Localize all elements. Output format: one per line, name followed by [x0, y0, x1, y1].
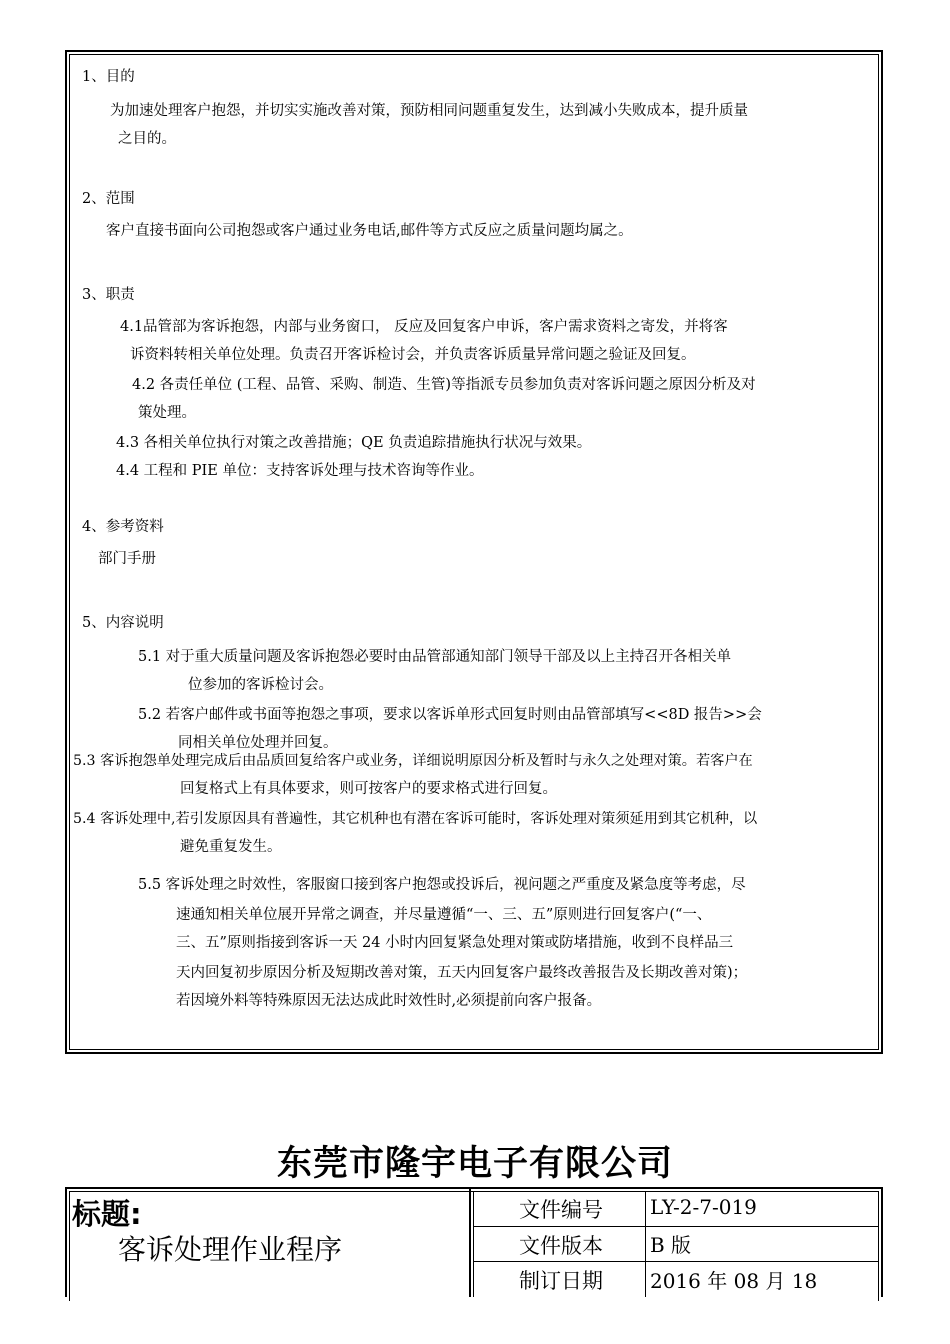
content-line: 5.3 客诉抱怨单处理完成后由品质回复给客户或业务，详细说明原因分析及暂时与永久之处理对策。若客户在	[73, 753, 753, 769]
content-line: 避免重复发生。	[180, 839, 282, 855]
references-line: 部门手册	[98, 551, 156, 567]
content-line: 5.4 客诉处理中,若引发原因具有普遍性，其它机种也有潜在客诉可能时，客诉处理对策须延用到其它机种，以	[73, 811, 758, 827]
duties-line: 4.2 各责任单位 (工程、品管、采购、制造、生管)等指派专员参加负责对客诉问题之原因分析及对	[132, 377, 756, 393]
content-line: 速通知相关单位展开异常之调查，并尽量遵循“一、三、五”原则进行回复客户(“一、	[176, 907, 712, 923]
content-frame-inner	[69, 54, 879, 1050]
section-heading-references: 4、参考资料	[82, 519, 164, 535]
doc-version-value: B 版	[650, 1233, 692, 1257]
doc-number-label: 文件编号	[519, 1198, 603, 1222]
doc-version-label: 文件版本	[519, 1234, 603, 1258]
content-line: 回复格式上有具体要求，则可按客户的要求格式进行回复。	[180, 781, 557, 797]
issue-date-label: 制订日期	[519, 1269, 603, 1293]
duties-line: 4.4 工程和 PIE 单位：支持客诉处理与技术咨询等作业。	[116, 463, 484, 479]
header-divider-value	[645, 1191, 646, 1297]
duties-line: 策处理。	[138, 405, 196, 421]
title-label: 标题:	[72, 1197, 142, 1231]
content-line: 三、五”原则指接到客诉一天 24 小时内回复紧急处理对策或防堵措施，收到不良样品三	[176, 935, 734, 951]
scope-line: 客户直接书面向公司抱怨或客户通过业务电话,邮件等方式反应之质量问题均属之。	[106, 223, 633, 239]
header-divider-title	[469, 1189, 471, 1297]
content-line: 5.2 若客户邮件或书面等抱怨之事项，要求以客诉单形式回复时则由品管部填写<<8D 报告>>会	[138, 707, 762, 723]
header-row-divider	[473, 1226, 879, 1227]
duties-line: 4.3 各相关单位执行对策之改善措施；QE 负责追踪措施执行状况与效果。	[116, 435, 592, 451]
content-line: 天内回复初步原因分析及短期改善对策，五天内回复客户最终改善报告及长期改善对策)；	[176, 965, 748, 981]
header-divider-title-inner	[473, 1191, 474, 1297]
section-heading-purpose: 1、目的	[82, 69, 135, 85]
content-line: 同相关单位处理并回复。	[178, 735, 338, 751]
purpose-line: 之目的。	[118, 131, 176, 147]
duties-line: 4.1品管部为客诉抱怨，内部与业务窗口， 反应及回复客户申诉，客户需求资料之寄发，并将客	[120, 319, 728, 335]
content-line: 5.1 对于重大质量问题及客诉抱怨必要时由品管部通知部门领导干部及以上主持召开各相关单	[138, 649, 732, 665]
content-line: 位参加的客诉检讨会。	[188, 677, 333, 693]
doc-number-value: LY-2-7-019	[650, 1195, 757, 1219]
header-row-divider	[473, 1261, 879, 1262]
duties-line: 诉资料转相关单位处理。负责召开客诉检讨会，并负责客诉质量异常问题之验证及回复。	[130, 347, 696, 363]
content-line: 若因境外料等特殊原因无法达成此时效性时,必须提前向客户报备。	[176, 993, 602, 1009]
section-heading-scope: 2、范围	[82, 191, 135, 207]
section-heading-content: 5、内容说明	[82, 615, 164, 631]
purpose-line: 为加速处理客户抱怨，并切实实施改善对策，预防相同问题重复发生，达到减小失败成本，提升质量	[110, 103, 748, 119]
content-line: 5.5 客诉处理之时效性，客服窗口接到客户抱怨或投诉后，视问题之严重度及紧急度等考虑，尽	[138, 877, 746, 893]
company-name: 东莞市隆宇电子有限公司	[276, 1144, 673, 1184]
document-title: 客诉处理作业程序	[118, 1233, 343, 1266]
section-heading-duties: 3、职责	[82, 287, 135, 303]
issue-date-value: 2016 年 08 月 18	[650, 1269, 818, 1293]
